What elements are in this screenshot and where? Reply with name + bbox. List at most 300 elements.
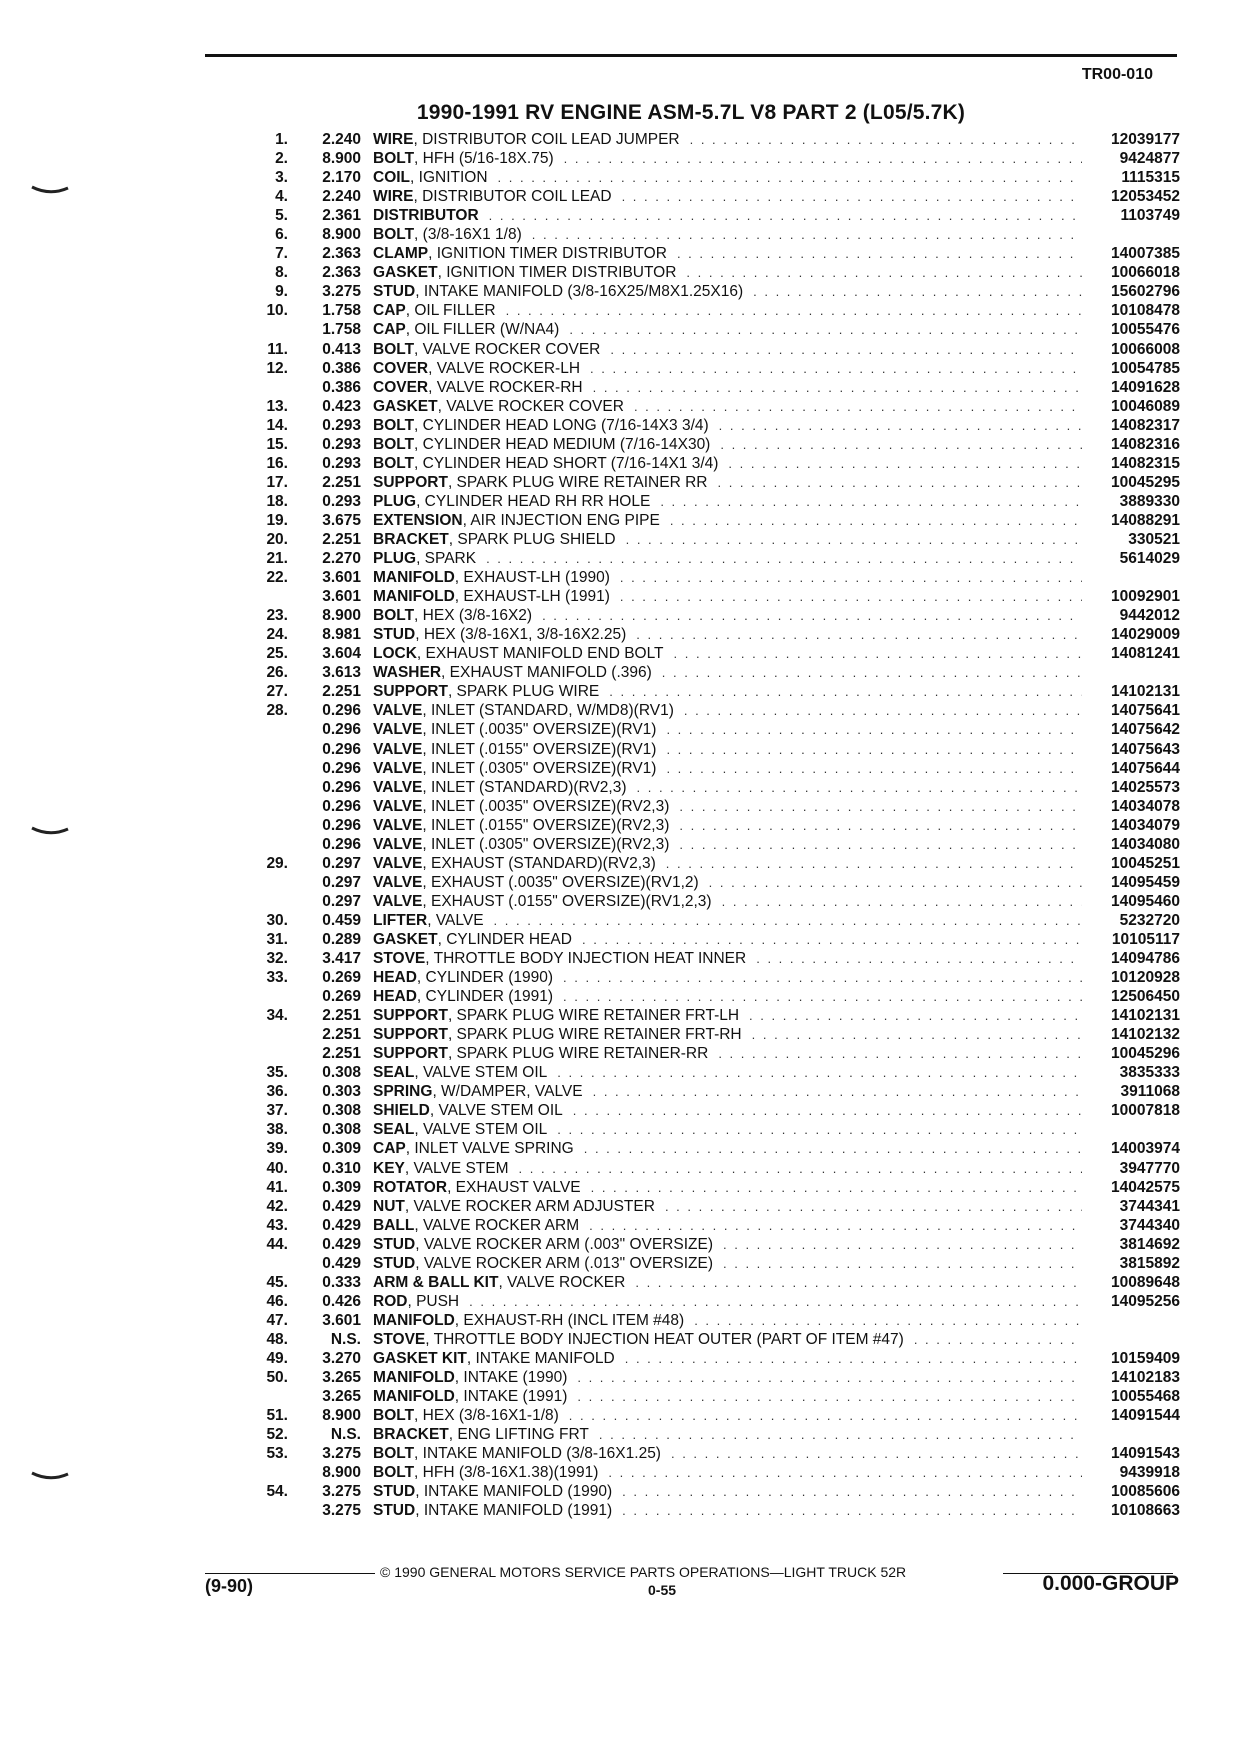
- group-number: 0.429: [322, 1216, 361, 1234]
- part-name: WASHER: [373, 664, 442, 682]
- part-description: [373, 816, 1088, 835]
- parts-row: [240, 1501, 1180, 1520]
- part-name: STUD: [373, 1254, 416, 1272]
- part-detail: , INTAKE MANIFOLD (3/8-16X1.25): [414, 1445, 661, 1463]
- parts-row: [240, 263, 1180, 282]
- dot-leader: [666, 854, 1082, 873]
- dot-leader: [690, 130, 1082, 149]
- part-detail: , EXHAUST (.0035" OVERSIZE)(RV1,2): [422, 873, 699, 891]
- part-name: MANIFOLD: [373, 588, 455, 606]
- part-detail: , VALVE ROCKER ARM ADJUSTER: [404, 1197, 655, 1215]
- part-number: 10045251: [1111, 854, 1180, 872]
- part-description: [373, 1159, 1088, 1178]
- dot-leader: [637, 778, 1082, 797]
- part-description: [373, 130, 1088, 149]
- dot-leader: [756, 949, 1082, 968]
- part-number: 10054785: [1111, 359, 1180, 377]
- group-number: 0.308: [322, 1064, 361, 1082]
- part-description: [373, 1216, 1088, 1235]
- dot-leader: [666, 759, 1082, 778]
- parts-row: [240, 301, 1180, 320]
- parts-row: [240, 1254, 1180, 1273]
- dot-leader: [720, 435, 1082, 454]
- parts-row: [240, 397, 1180, 416]
- parts-row: [240, 1482, 1180, 1501]
- part-description: [373, 1063, 1088, 1082]
- part-name: STUD: [373, 626, 416, 644]
- group-number: 0.296: [322, 797, 361, 815]
- dot-leader: [582, 930, 1082, 949]
- part-number: 15602796: [1111, 283, 1180, 301]
- part-name: STUD: [373, 1502, 416, 1520]
- part-name: VALVE: [373, 778, 423, 796]
- parts-row: [240, 1216, 1180, 1235]
- part-name: SHIELD: [373, 1102, 430, 1120]
- parts-row: [240, 1139, 1180, 1158]
- parts-row: [240, 1101, 1180, 1120]
- part-name: VALVE: [373, 892, 423, 910]
- part-description: [373, 473, 1088, 492]
- item-number: 41.: [266, 1178, 288, 1196]
- part-name: BOLT: [373, 1445, 415, 1463]
- group-number: 0.296: [322, 740, 361, 758]
- part-name: HEAD: [373, 969, 417, 987]
- part-detail: , INLET (.0305" OVERSIZE)(RV1): [422, 759, 657, 777]
- dot-leader: [557, 1120, 1082, 1139]
- part-name: BOLT: [373, 340, 415, 358]
- part-description: [373, 492, 1088, 511]
- part-number: 10007818: [1111, 1102, 1180, 1120]
- dot-leader: [622, 187, 1082, 206]
- dot-leader: [634, 397, 1082, 416]
- item-number: 21.: [266, 550, 288, 568]
- group-number: 8.981: [322, 626, 361, 644]
- dot-leader: [660, 492, 1082, 511]
- part-number: 14034080: [1111, 835, 1180, 853]
- part-description: [373, 340, 1088, 359]
- part-detail: , VALVE STEM OIL: [414, 1121, 548, 1139]
- parts-row: [240, 378, 1180, 397]
- dot-leader: [753, 282, 1082, 301]
- dot-leader: [679, 797, 1082, 816]
- part-name: STUD: [373, 1235, 416, 1253]
- part-name: BOLT: [373, 150, 415, 168]
- item-number: 32.: [266, 950, 288, 968]
- dot-leader: [666, 720, 1082, 739]
- parts-row: [240, 1006, 1180, 1025]
- part-number: 12039177: [1111, 131, 1180, 148]
- part-name: EXTENSION: [373, 511, 463, 529]
- part-detail: , INTAKE (1990): [454, 1369, 568, 1387]
- part-name: BOLT: [373, 226, 415, 244]
- part-description: [373, 1482, 1088, 1501]
- part-name: SUPPORT: [373, 683, 448, 701]
- parts-row: [240, 225, 1180, 244]
- dot-leader: [591, 1178, 1082, 1197]
- part-detail: , VALVE: [427, 911, 484, 929]
- part-name: BRACKET: [373, 1426, 449, 1444]
- dot-leader: [532, 225, 1082, 244]
- item-number: 49.: [266, 1350, 288, 1367]
- part-name: MANIFOLD: [373, 1369, 455, 1387]
- part-description: [373, 549, 1088, 568]
- part-number: 14094786: [1111, 950, 1180, 968]
- parts-row: [240, 1330, 1180, 1349]
- dot-leader: [489, 206, 1082, 225]
- parts-row: [240, 435, 1180, 454]
- part-number: 3744341: [1119, 1197, 1180, 1215]
- dot-leader: [599, 1425, 1082, 1444]
- part-detail: , IGNITION TIMER DISTRIBUTOR: [428, 245, 667, 263]
- part-name: WIRE: [373, 188, 414, 206]
- part-detail: , HEX (3/8-16X1-1/8): [414, 1407, 559, 1425]
- part-number: 14075643: [1111, 740, 1180, 758]
- part-number: 3947770: [1119, 1159, 1180, 1177]
- item-number: 54.: [266, 1483, 288, 1501]
- part-number: 14102131: [1111, 683, 1180, 701]
- group-number: 0.303: [322, 1083, 361, 1101]
- parts-row: [240, 778, 1180, 797]
- part-description: [373, 320, 1088, 339]
- part-description: [373, 1406, 1088, 1425]
- part-name: MANIFOLD: [373, 569, 455, 587]
- part-description: [373, 282, 1088, 301]
- item-number: 11.: [267, 340, 288, 358]
- item-number: 15.: [266, 435, 288, 453]
- part-description: [373, 759, 1088, 778]
- item-number: 1.: [275, 131, 288, 148]
- parts-row: [240, 759, 1180, 778]
- part-name: VALVE: [373, 835, 423, 853]
- parts-row: [240, 149, 1180, 168]
- item-number: 30.: [266, 911, 288, 929]
- part-detail: , INLET (.0035" OVERSIZE)(RV1): [422, 721, 657, 739]
- part-name: COVER: [373, 378, 429, 396]
- parts-row: [240, 244, 1180, 263]
- group-number: 0.309: [322, 1140, 361, 1158]
- group-number: 8.900: [322, 607, 361, 625]
- dot-leader: [662, 663, 1082, 682]
- group-number: 8.900: [322, 150, 361, 168]
- part-detail: , VALVE ROCKER COVER: [437, 397, 624, 415]
- page-title: 1990-1991 RV ENGINE ASM-5.7L V8 PART 2 (L05/5.7K): [416, 101, 966, 124]
- part-number: 10055476: [1111, 321, 1180, 339]
- part-number: 10046089: [1111, 397, 1180, 415]
- group-number: 1.758: [322, 302, 361, 320]
- dot-leader: [749, 1006, 1082, 1025]
- part-description: [373, 1444, 1088, 1463]
- group-number: N.S.: [330, 1426, 361, 1444]
- parts-row: [240, 1025, 1180, 1044]
- part-detail: , INLET (.0155" OVERSIZE)(RV2,3): [422, 816, 670, 834]
- item-number: 9.: [275, 283, 288, 301]
- group-number: 3.675: [322, 511, 361, 529]
- part-detail: , SPARK: [416, 550, 477, 568]
- group-number: 0.429: [322, 1235, 361, 1253]
- group-number: 3.601: [322, 569, 361, 587]
- part-description: [373, 606, 1088, 625]
- dot-leader: [723, 1254, 1082, 1273]
- part-detail: , EXHAUST-LH (1991): [454, 588, 610, 606]
- part-name: BOLT: [373, 1464, 415, 1482]
- dot-leader: [589, 1216, 1082, 1235]
- group-number: 2.363: [322, 245, 361, 263]
- part-name: SUPPORT: [373, 1045, 448, 1063]
- item-number: 8.: [275, 264, 288, 282]
- part-detail: , INLET (STANDARD, W/MD8)(RV1): [422, 702, 674, 720]
- dot-leader: [610, 340, 1082, 359]
- parts-row: [240, 1082, 1180, 1101]
- document-code: TR00-010: [1081, 66, 1153, 83]
- part-description: [373, 873, 1088, 892]
- parts-row: [240, 320, 1180, 339]
- part-number: 14082316: [1111, 435, 1180, 453]
- parts-row: [240, 1387, 1180, 1406]
- group-number: 3.601: [322, 588, 361, 606]
- item-number: 40.: [266, 1159, 288, 1177]
- group-number: 0.297: [322, 854, 361, 872]
- parts-row: [240, 530, 1180, 549]
- item-number: 12.: [266, 359, 288, 377]
- dot-leader: [722, 892, 1082, 911]
- part-detail: , VALVE ROCKER-LH: [428, 359, 581, 377]
- group-number: 2.240: [322, 188, 361, 206]
- group-number: 0.296: [322, 816, 361, 834]
- part-detail: , ENG LIFTING FRT: [448, 1426, 589, 1444]
- part-description: [373, 435, 1088, 454]
- part-number: 14091628: [1111, 378, 1180, 396]
- group-number: 0.296: [322, 702, 361, 720]
- dot-leader: [584, 1139, 1082, 1158]
- footer-rule-left: [205, 1573, 375, 1574]
- part-detail: , INTAKE MANIFOLD (3/8-16X25/M8X1.25X16): [415, 283, 744, 301]
- part-detail: , VALVE ROCKER ARM (.003" OVERSIZE): [415, 1235, 713, 1253]
- group-number: 0.296: [322, 759, 361, 777]
- dot-leader: [577, 1368, 1082, 1387]
- part-name: STUD: [373, 283, 416, 301]
- dot-leader: [608, 1463, 1082, 1482]
- part-description: [373, 1368, 1088, 1387]
- item-number: 18.: [266, 492, 288, 510]
- item-number: 44.: [266, 1235, 288, 1253]
- group-number: 3.604: [322, 645, 361, 663]
- part-description: [373, 1120, 1088, 1139]
- group-number: 0.309: [322, 1178, 361, 1196]
- parts-row: [240, 568, 1180, 587]
- dot-leader: [719, 416, 1082, 435]
- part-detail: , DISTRIBUTOR COIL LEAD: [413, 188, 612, 206]
- part-name: MANIFOLD: [373, 1311, 455, 1329]
- part-detail: , CYLINDER HEAD RH RR HOLE: [416, 492, 651, 510]
- parts-row: [240, 473, 1180, 492]
- part-number: 14102132: [1111, 1026, 1180, 1044]
- part-detail: , EXHAUST-LH (1990): [454, 569, 610, 587]
- part-detail: , EXHAUST MANIFOLD END BOLT: [416, 645, 664, 663]
- part-name: COIL: [373, 169, 411, 187]
- parts-row: [240, 454, 1180, 473]
- part-detail: , CYLINDER HEAD MEDIUM (7/16-14X30): [414, 435, 711, 453]
- part-detail: , HEX (3/8-16X1, 3/8-16X2.25): [415, 626, 627, 644]
- part-detail: , SPARK PLUG WIRE RETAINER FRT-RH: [447, 1026, 742, 1044]
- part-number: 14081241: [1111, 645, 1180, 663]
- part-description: [373, 1273, 1088, 1292]
- part-name: ROTATOR: [373, 1178, 448, 1196]
- part-name: DISTRIBUTOR: [373, 207, 479, 225]
- part-description: [373, 949, 1088, 968]
- part-number: 14095459: [1111, 873, 1180, 891]
- parts-row: [240, 701, 1180, 720]
- group-number: 0.429: [322, 1254, 361, 1272]
- item-number: 27.: [266, 683, 288, 701]
- parts-row: [240, 625, 1180, 644]
- part-detail: , CYLINDER HEAD: [437, 930, 572, 948]
- dot-leader: [626, 530, 1082, 549]
- part-detail: , INLET VALVE SPRING: [405, 1140, 574, 1158]
- part-description: [373, 1387, 1088, 1406]
- group-number: 0.429: [322, 1197, 361, 1215]
- item-number: 20.: [266, 530, 288, 548]
- dot-leader: [717, 473, 1082, 492]
- item-number: 13.: [266, 397, 288, 415]
- part-description: [373, 416, 1088, 435]
- part-description: [373, 1311, 1088, 1330]
- parts-row: [240, 168, 1180, 187]
- item-number: 34.: [266, 1007, 288, 1025]
- part-detail: , INLET (.0155" OVERSIZE)(RV1): [422, 740, 657, 758]
- dot-leader: [590, 359, 1082, 378]
- dot-leader: [723, 1235, 1082, 1254]
- item-number: 24.: [266, 626, 288, 644]
- item-number: 14.: [266, 416, 288, 434]
- part-number: 3835333: [1119, 1064, 1180, 1082]
- item-number: 2.: [275, 150, 288, 168]
- part-detail: , CYLINDER HEAD SHORT (7/16-14X1 3/4): [414, 454, 719, 472]
- part-number: 14102183: [1111, 1369, 1180, 1387]
- part-description: [373, 1197, 1088, 1216]
- part-name: CAP: [373, 302, 406, 320]
- page-number: 0-55: [648, 1582, 677, 1598]
- group-number: 0.310: [322, 1159, 361, 1177]
- part-number: 14095460: [1111, 892, 1180, 910]
- dot-leader: [677, 244, 1082, 263]
- parts-row: [240, 206, 1180, 225]
- group-number: 0.289: [322, 930, 361, 948]
- part-name: SUPPORT: [373, 1026, 448, 1044]
- group-number: 1.758: [322, 321, 361, 339]
- group-number: 3.275: [322, 283, 361, 301]
- dot-leader: [666, 740, 1082, 759]
- item-number: 47.: [266, 1311, 288, 1329]
- part-name: SEAL: [373, 1064, 415, 1082]
- dot-leader: [569, 320, 1082, 339]
- parts-row: [240, 340, 1180, 359]
- dot-leader: [563, 968, 1082, 987]
- part-number: 10108478: [1111, 302, 1180, 320]
- part-number: 3814692: [1119, 1235, 1180, 1253]
- part-number: 12506450: [1111, 988, 1180, 1006]
- group-number: 2.251: [322, 1026, 361, 1044]
- part-number: 10055468: [1111, 1388, 1180, 1406]
- part-description: [373, 1254, 1088, 1273]
- part-detail: , VALVE STEM OIL: [429, 1102, 563, 1120]
- part-name: COVER: [373, 359, 429, 377]
- parts-row: [240, 1349, 1180, 1368]
- part-name: GASKET KIT: [373, 1350, 467, 1367]
- group-number: 0.293: [322, 435, 361, 453]
- part-name: LOCK: [373, 645, 417, 663]
- part-description: [373, 263, 1088, 282]
- part-name: VALVE: [373, 721, 423, 739]
- part-description: [373, 835, 1088, 854]
- part-detail: , VALVE ROCKER ARM (.013" OVERSIZE): [415, 1254, 713, 1272]
- group-number: 2.251: [322, 1007, 361, 1025]
- dot-leader: [914, 1330, 1082, 1349]
- part-description: [373, 1349, 1088, 1368]
- part-detail: , INTAKE MANIFOLD (1991): [415, 1502, 613, 1520]
- dot-leader: [557, 1063, 1082, 1082]
- part-detail: , EXHAUST MANIFOLD (.396): [441, 664, 652, 682]
- part-number: 9442012: [1119, 607, 1180, 625]
- part-number: 10092901: [1111, 588, 1180, 606]
- part-description: [373, 511, 1088, 530]
- part-name: VALVE: [373, 740, 423, 758]
- part-name: BRACKET: [373, 530, 449, 548]
- part-detail: , VALVE ROCKER COVER: [414, 340, 601, 358]
- part-number: 10066008: [1111, 340, 1180, 358]
- item-number: 5.: [275, 207, 288, 225]
- part-description: [373, 854, 1088, 873]
- part-number: 14034079: [1111, 816, 1180, 834]
- dot-leader: [506, 301, 1082, 320]
- group-number: 0.269: [322, 969, 361, 987]
- parts-row: [240, 663, 1180, 682]
- part-description: [373, 301, 1088, 320]
- part-number: 14095256: [1111, 1292, 1180, 1310]
- part-description: [373, 1501, 1088, 1520]
- part-name: CAP: [373, 321, 406, 339]
- part-description: [373, 720, 1088, 739]
- part-description: [373, 740, 1088, 759]
- part-description: [373, 1006, 1088, 1025]
- part-description: [373, 1101, 1088, 1120]
- parts-row: [240, 492, 1180, 511]
- part-detail: , EXHAUST-RH (INCL ITEM #48): [454, 1311, 685, 1329]
- dot-leader: [665, 1197, 1082, 1216]
- parts-row: [240, 1444, 1180, 1463]
- part-description: [373, 378, 1088, 397]
- part-number: 14075642: [1111, 721, 1180, 739]
- parts-row: [240, 1292, 1180, 1311]
- punch-hole-mark: [30, 185, 70, 195]
- part-number: 14029009: [1111, 626, 1180, 644]
- parts-row: [240, 549, 1180, 568]
- parts-row: [240, 1425, 1180, 1444]
- part-name: VALVE: [373, 854, 423, 872]
- part-number: 14075641: [1111, 702, 1180, 720]
- part-detail: , INTAKE MANIFOLD: [466, 1350, 615, 1367]
- group-number: 3.613: [322, 664, 361, 682]
- part-detail: , INLET (.0305" OVERSIZE)(RV2,3): [422, 835, 670, 853]
- item-number: 37.: [266, 1102, 288, 1120]
- part-number: 14102131: [1111, 1007, 1180, 1025]
- part-number: 5232720: [1119, 911, 1180, 929]
- part-detail: , EXHAUST (.0155" OVERSIZE)(RV1,2,3): [422, 892, 712, 910]
- group-number: 0.308: [322, 1121, 361, 1139]
- part-name: SUPPORT: [373, 1007, 448, 1025]
- dot-leader: [709, 873, 1082, 892]
- part-description: [373, 892, 1088, 911]
- part-detail: , HFH (5/16-18X.75): [414, 150, 554, 168]
